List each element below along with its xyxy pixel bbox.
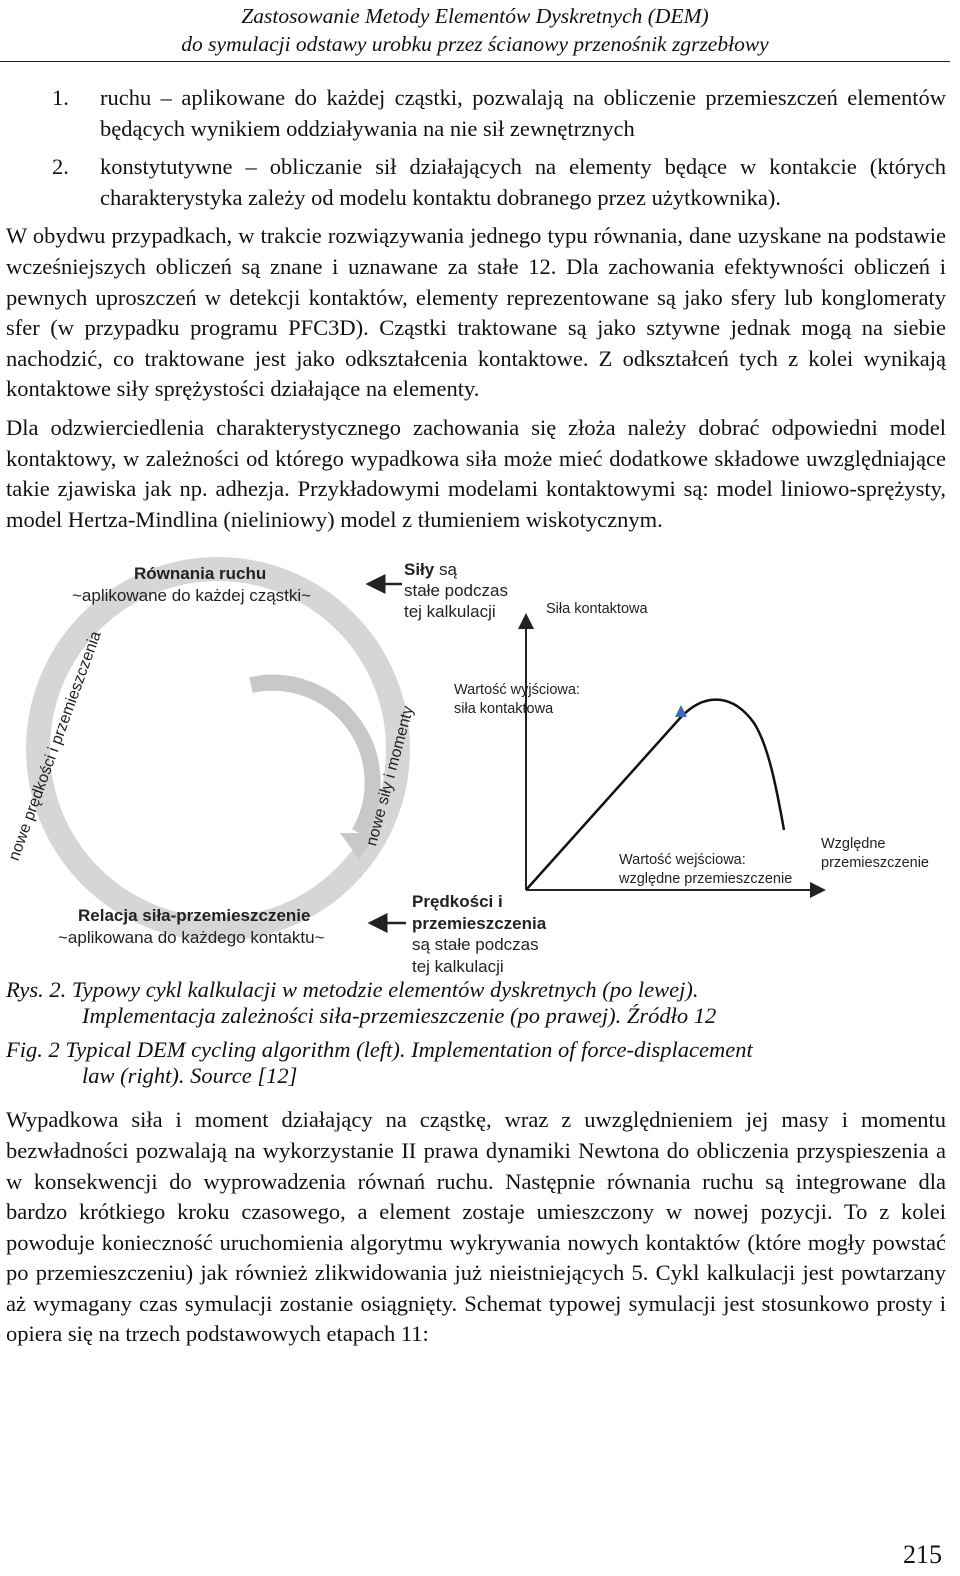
caption-pl-line-1: Rys. 2. Typowy cykl kalkulacji w metodzie elementów dyskretnych (po lewej). — [6, 977, 699, 1003]
caption-pl-line-2: Implementacja zależności siła-przemieszczenie (po prawej). Źródło 12 — [82, 1003, 717, 1029]
equation-type-list — [6, 83, 946, 213]
figure-caption-polish — [6, 977, 946, 1029]
velocities-note-line-1: Prędkości i — [412, 892, 503, 912]
velocities-note-line-2: przemieszczenia — [412, 913, 547, 933]
inner-cycle-arrow — [251, 683, 373, 833]
relation-subtitle: ~aplikowana do każdego kontaktu~ — [58, 928, 325, 948]
header-line-2: do symulacji odstawy urobku przez ścianowy przenośnik zgrzebłowy — [181, 32, 769, 56]
forces-constant-note — [404, 559, 508, 622]
x-axis-label — [821, 835, 929, 873]
x-label-line-2: przemieszczenie — [821, 855, 929, 872]
input-value-label — [619, 851, 792, 889]
forces-note-line-2: stałe podczas — [404, 581, 508, 601]
output-label-line-1: Wartość wyjściowa: — [454, 682, 580, 699]
list-item — [6, 83, 946, 144]
velocities-note-line-4: tej kalkulacji — [412, 956, 504, 976]
forces-note-rest: są — [434, 560, 457, 580]
page-content — [6, 83, 946, 1358]
x-label-line-1: Względne — [821, 836, 886, 853]
list-number: 2. — [52, 154, 69, 180]
figure-dem-cycle — [5, 545, 952, 976]
paragraph-2: Dla odzwierciedlenia charakterystycznego zachowania się złoża należy dobrać odpowiedni model kontaktowy, w zależności od którego wypadkowa siła może mieć dodatkowe składowe uwzględniające takie zjawiska jak np. adhezja. Przykładowymi modelami kontaktowymi są: model liniowo-sprężysty, model Hertza-Mindlina (nieliniowy) model z tłumieniem wiskotycznym. — [6, 414, 946, 532]
velocities-constant-note — [412, 891, 546, 977]
input-label-line-2: względne przemieszczenie — [619, 871, 793, 888]
forces-note-line-3: tej kalkulacji — [404, 602, 496, 622]
figure-caption-english — [6, 1037, 946, 1089]
output-label-line-2: siła kontaktowa — [454, 701, 554, 718]
running-header — [0, 2, 950, 62]
caption-en-line-2: law (right). Source [12] — [82, 1063, 298, 1089]
relation-title: Relacja siła-przemieszczenie — [78, 906, 311, 926]
output-value-label — [454, 681, 580, 719]
list-text: ruchu – aplikowane do każdej cząstki, pozwalają na obliczenie przemieszczeń elementów będących wynikiem oddziaływania na nie sił zewnętrznych — [100, 85, 946, 141]
header-line-1: Zastosowanie Metody Elementów Dyskretnych (DEM) — [241, 4, 709, 28]
equations-subtitle: ~aplikowane do każdej cząstki~ — [72, 586, 312, 606]
forces-note-bold: Siły — [404, 560, 435, 580]
page-number: 215 — [903, 1540, 942, 1569]
equations-title: Równania ruchu — [134, 564, 267, 584]
peak-marker — [675, 705, 687, 717]
list-number: 1. — [52, 85, 69, 110]
paragraph-1: W obydwu przypadkach, w trakcie rozwiązywania jednego typu równania, dane uzyskane na podstawie wcześniejszych obliczeń są znane i uznawane za stałe 12. Dla zachowania efektywności obliczeń i pewnych uproszczeń w detekcji kontaktów, elementy reprezentowane są jako sfery lub konglomeraty sfer (w przypadku programu PFC3D). Cząstki traktowane są jako sztywne jednak mogą na siebie nachodzić, co traktowane jest jako odkształcenia kontaktowe. Z odkształceń tych z kolei wynikają kontaktowe siły sprężystości działające na elementy. — [6, 223, 946, 402]
y-axis-label: Siła kontaktowa — [546, 601, 648, 618]
paragraph-3: Wypadkowa siła i moment działający na cząstkę, wraz z uwzględnieniem jej masy i momentu bezwładności pozwalają na wykorzystanie II prawa dynamiki Newtona do obliczenia przyspieszenia a w konsekwencji do wyprowadzenia równań ruchu. Następnie równania ruchu są integrowane dla bardzo krótkiego kroku czasowego, a element zostaje umieszczony w nowej pozycji. To z kolei powoduje konieczność uruchomienia algorytmu wykrywania nowych kontaktów (które mogły powstać po przemieszczeniu) jak również zlikwidowania już nieistniejących 5. Cykl kalkulacji jest powtarzany aż wymagany czas symulacji zostanie osiągnięty. Schemat typowej symulacji jest stosunkowo prosty i opiera się na trzech podstawowych etapach 11: — [6, 1107, 946, 1347]
list-text: konstytutywne – obliczanie sił działających na elementy będące w kontakcie (których charakterystyka zależy od modelu kontaktu dobranego przez użytkownika). — [100, 154, 946, 210]
arc-label-left: nowe prędkości i przemieszczenia — [5, 629, 105, 864]
velocities-note-line-3: są stałe podczas — [412, 935, 539, 955]
list-item — [6, 152, 946, 213]
arc-label-right: nowe siły i momenty — [363, 704, 418, 849]
input-label-line-1: Wartość wejściowa: — [619, 852, 746, 869]
caption-en-line-1: Fig. 2 Typical DEM cycling algorithm (left). Implementation of force-displacement — [6, 1037, 753, 1063]
